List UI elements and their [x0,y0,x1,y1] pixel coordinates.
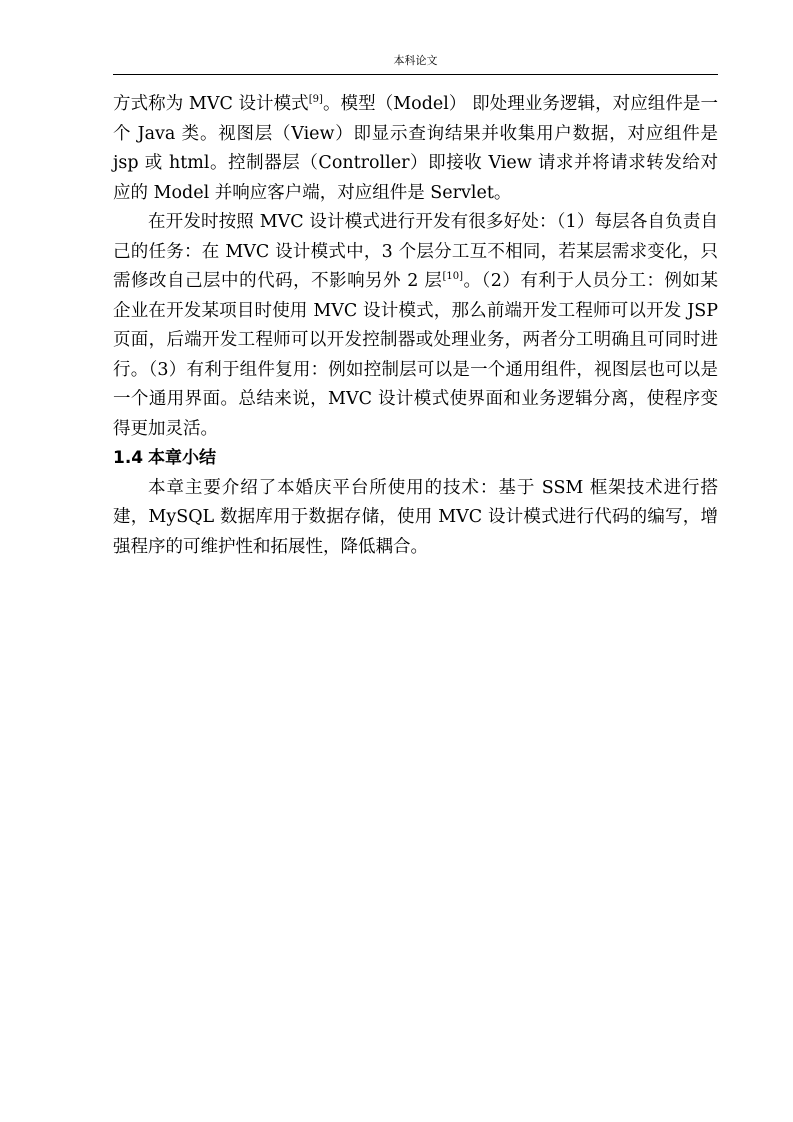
paragraph-chapter-summary: 本章主要介绍了本婚庆平台所使用的技术：基于 SSM 框架技术进行搭建，MySQL 数据库用于数据存储，使用 MVC 设计模式进行代码的编写，增强程序的可维护性和拓展性，降低耦合。 [113,477,718,557]
header-title: 本科论文 [393,54,438,67]
paragraph-mvc-definition [113,90,718,208]
paragraph-mvc-benefits [113,208,718,444]
running-header [113,52,718,75]
section-heading [113,444,718,474]
paragraph-text: 。（2）有利于人员分工：例如某企业在开发某项目时使用 MVC 设计模式，那么前端开发工程师可以开发 JSP 页面，后端开发工程师可以开发控制器或处理业务，两者分工明确且可同时进行。（3）有利于组件复用：例如控制层可以是一个通用组件，视图层也可以是一个通用界面。总结来说，MVC 设计模式使界面和业务逻辑分离，使程序变得更加灵活。 [113,271,718,439]
citation-ref: [9] [308,94,323,106]
paragraph-text: 在开发时按照 MVC 设计模式进行开发有很多好处：（1）每层各自负责自己的任务：在 MVC 设计模式中，3 个层分工互不相同，若某层需求变化，只需修改自己层中的代码，不影响另外 2 层 [113,212,718,291]
paragraph-text: 方式称为 MVC 设计模式 [113,94,309,114]
section-number: 1.4 [113,448,144,468]
paragraph-text: 。模型（Model） 即处理业务逻辑，对应组件是一个 Java 类。视图层（View）即显示查询结果并收集用户数据，对应组件是 jsp 或 html。控制器层（Controller）即接收 View 请求并将请求转发给对应的 Model 并响应客户端，对应组件是 Servlet。 [113,94,719,203]
section-title: 本章小结 [148,448,216,468]
citation-ref: [10] [442,271,463,283]
body-content [113,90,718,562]
